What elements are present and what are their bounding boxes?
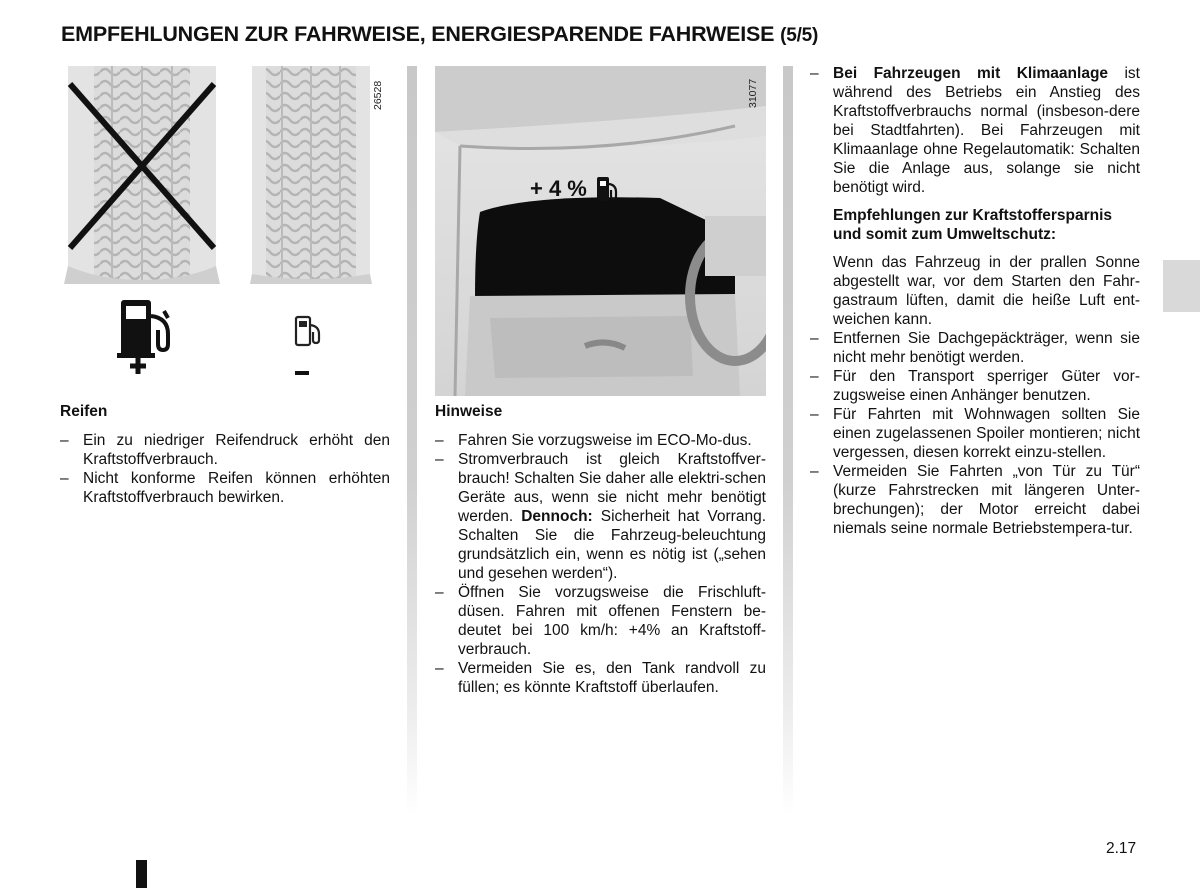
list-item: – Entfernen Sie Dachgepäckträger, wenn sie nicht mehr benötigt werden. (810, 330, 1140, 366)
page-title (61, 22, 818, 47)
list-item: – Ein zu niedriger Reifendruck erhöht den Kraftstoffverbrauch. (60, 432, 390, 468)
tires-list (60, 431, 390, 507)
figure-number: 31077 (747, 78, 759, 108)
fuel-pump-small-icon (295, 317, 319, 373)
column-separator (407, 66, 417, 816)
list-item: – Bei Fahrzeugen mit Klimaanlage ist während des Betriebs ein Anstieg des Kraftstoffverbrauchs normal (insbeson-dere bei Stadtfahrten). Bei Fahrzeugen mit Klimaanlage ohne Regelautomatik: Schalten Sie die Anlage aus, solange sie nicht benötigt wird. (810, 65, 1140, 196)
page-marker (136, 860, 147, 888)
notes-list (435, 431, 766, 697)
page-title-text: EMPFEHLUNGEN ZUR FAHRWEISE, ENERGIESPARENDE FAHRWEISE (61, 22, 775, 46)
section-heading-notes: Hinweise (435, 403, 503, 420)
section-heading-tires: Reifen (60, 403, 108, 420)
climate-recommendations (810, 64, 1140, 538)
list-item: – Stromverbrauch ist gleich Kraftstoffver-brauch! Schalten Sie daher alle elektri-schen Geräte aus, wenn sie nicht mehr benötigt werden. Dennoch: Sicherheit hat Vorrang. Schalten Sie die Fahrzeug-beleuchtung grundsätzlich ein, wenn es nötig ist („sehen und gesehen werden“). (435, 451, 766, 582)
consumption-increase-label: + 4 % (530, 176, 587, 201)
list-item: – Für Fahrten mit Wohnwagen sollten Sie einen zugelassenen Spoiler montieren; nicht vergessen, diesen korrekt einzu-stellen. (810, 406, 1140, 461)
tire-illustration (60, 66, 395, 386)
intro-paragraph: Wenn das Fahrzeug in der prallen Sonne abgestellt war, vor dem Starten den Fahr-gastraum lüften, damit die heiße Luft ent-weichen kann. (833, 254, 1140, 328)
underinflated-tire (64, 66, 220, 284)
list-item: – Vermeiden Sie es, den Tank randvoll zu füllen; es könnte Kraftstoff überlaufen. (435, 660, 766, 696)
tire-comparison-drawing (60, 66, 395, 386)
car-window-illustration (435, 66, 766, 396)
page-number: 2.17 (1106, 840, 1137, 857)
plus-icon (130, 358, 146, 374)
list-item: – Öffnen Sie vorzugsweise die Frischluft-düsen. Fahren mit offenen Fenstern be-deutet bei 100 km/h: +4% an Kraftstoff-verbrauch. (435, 584, 766, 658)
page-part-indicator: (5/5) (780, 25, 819, 46)
list-item: – Fahren Sie vorzugsweise im ECO-Mo-dus. (435, 432, 752, 449)
figure-number: 26528 (372, 80, 384, 110)
fuel-pump-large-icon (117, 300, 168, 374)
car-interior-drawing (435, 66, 766, 396)
list-item: – Für den Transport sperriger Güter vor-zugsweise einen Anhänger benutzen. (810, 368, 1140, 404)
subheading: Empfehlungen zur Kraftstoffersparnis und somit zum Umweltschutz: (833, 207, 1113, 243)
list-item: – Vermeiden Sie Fahrten „von Tür zu Tür“ (kurze Fahrstrecken mit längeren Unter-brechungen); der Motor erreicht dabei niemals seine normale Betriebstempera-tur. (810, 463, 1140, 537)
column-separator (783, 66, 793, 816)
chapter-tab (1163, 260, 1200, 312)
list-item: – Nicht konforme Reifen können erhöhten Kraftstoffverbrauch bewirken. (60, 470, 390, 506)
correct-tire (250, 66, 372, 284)
